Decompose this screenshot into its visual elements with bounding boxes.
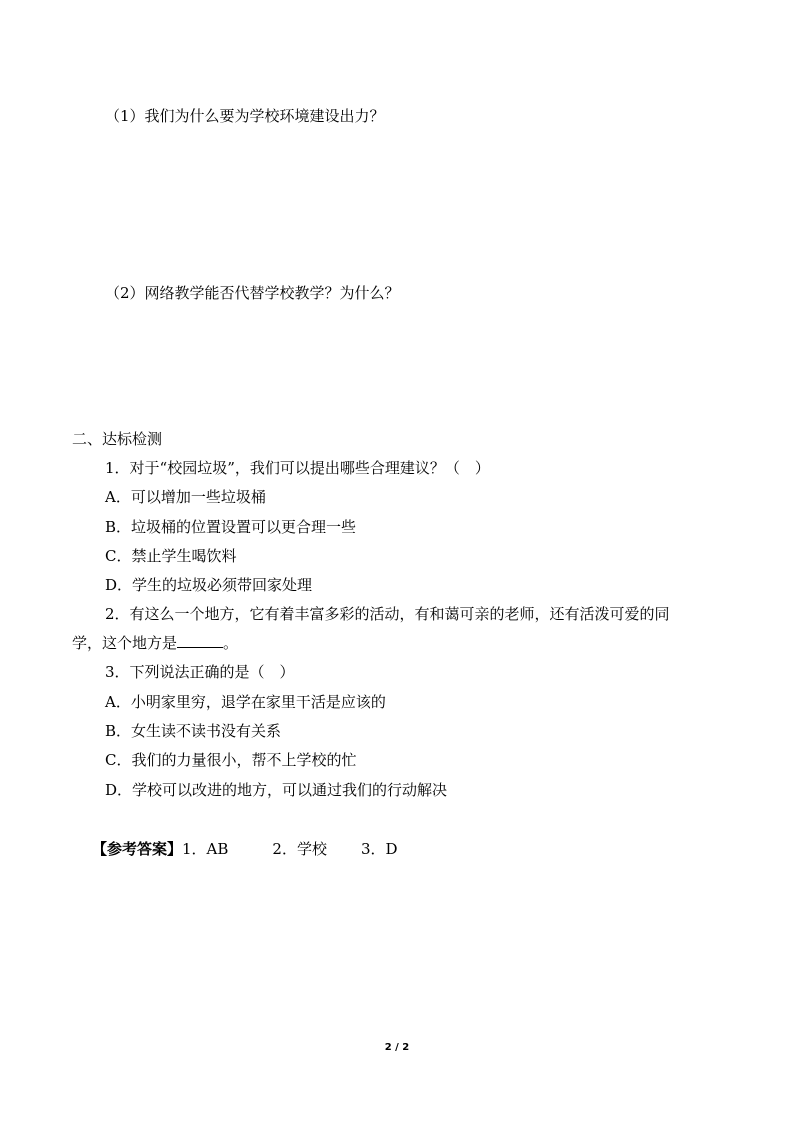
item-1-option-a: A．可以增加一些垃圾桶 — [105, 488, 266, 506]
item-2-line-2 — [72, 633, 238, 653]
item-2-text-before-blank: 学，这个地方是 — [72, 634, 178, 652]
answer-1: 1．AB — [182, 840, 229, 858]
section-heading: 二、达标检测 — [72, 430, 163, 448]
item-1-option-d: D．学生的垃圾必须带回家处理 — [105, 576, 313, 594]
item-3-option-d: D．学校可以改进的地方，可以通过我们的行动解决 — [105, 781, 448, 799]
answer-key — [92, 839, 398, 859]
question-2: （2）网络教学能否代替学校教学？为什么？ — [105, 284, 400, 302]
item-3-option-c: C．我们的力量很小，帮不上学校的忙 — [105, 751, 357, 769]
answer-3: 3．D — [360, 840, 398, 858]
item-3-stem: 3．下列说法正确的是（ ） — [105, 663, 295, 681]
item-1-option-b: B．垃圾桶的位置设置可以更合理一些 — [105, 518, 357, 536]
answer-2: 2．学校 — [272, 840, 327, 858]
question-1: （1）我们为什么要为学校环境建设出力？ — [105, 107, 385, 125]
item-3-option-a: A．小明家里穷，退学在家里干活是应该的 — [105, 693, 386, 711]
item-1-stem: 1．对于“校园垃圾”，我们可以提出哪些合理建议？（ ） — [105, 459, 490, 477]
item-2-text-after-blank: 。 — [223, 634, 239, 652]
fill-in-blank — [177, 633, 223, 648]
item-2-line-1: 2．有这么一个地方，它有着丰富多彩的活动，有和蔼可亲的老师，还有活泼可爱的同 — [105, 605, 670, 623]
page-number: 2 / 2 — [384, 1042, 410, 1053]
item-1-option-c: C．禁止学生喝饮料 — [105, 547, 237, 565]
answer-key-label: 【参考答案】 — [92, 840, 183, 858]
item-3-option-b: B．女生读不读书没有关系 — [105, 722, 282, 740]
